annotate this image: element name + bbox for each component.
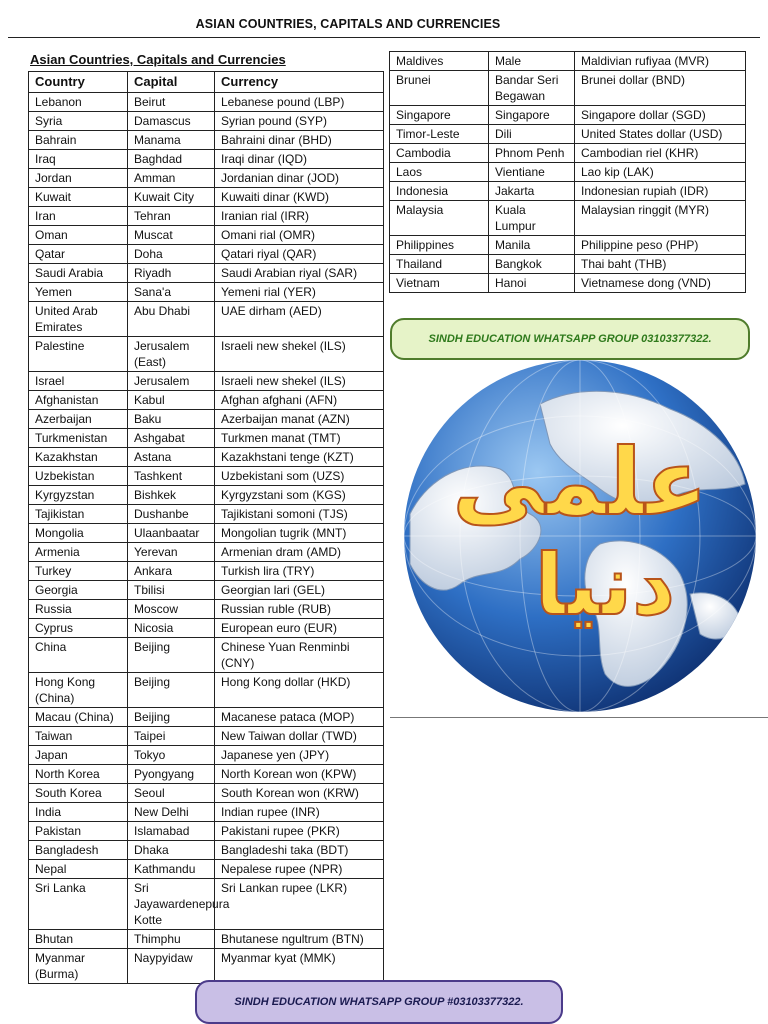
currency-cell: Bahraini dinar (BHD) xyxy=(215,131,384,150)
table-row xyxy=(390,125,746,144)
country-cell: Iraq xyxy=(29,150,128,169)
capital-cell: New Delhi xyxy=(128,803,215,822)
currency-cell: Lao kip (LAK) xyxy=(575,163,746,182)
capital-cell: Kabul xyxy=(128,391,215,410)
capital-cell: Abu Dhabi xyxy=(128,302,215,337)
country-cell: Brunei xyxy=(390,71,489,106)
table-row xyxy=(29,746,384,765)
currency-cell: Pakistani rupee (PKR) xyxy=(215,822,384,841)
logo-divider xyxy=(390,717,768,718)
capital-cell: Ulaanbaatar xyxy=(128,524,215,543)
country-cell: Kuwait xyxy=(29,188,128,207)
capital-cell: Beijing xyxy=(128,638,215,673)
table-row xyxy=(29,879,384,930)
capital-cell: Beijing xyxy=(128,673,215,708)
currency-cell: Turkish lira (TRY) xyxy=(215,562,384,581)
country-cell: Macau (China) xyxy=(29,708,128,727)
country-cell: Sri Lanka xyxy=(29,879,128,930)
capital-cell: Kuala Lumpur xyxy=(489,201,575,236)
capital-cell: Seoul xyxy=(128,784,215,803)
currency-cell: Syrian pound (SYP) xyxy=(215,112,384,131)
country-cell: Singapore xyxy=(390,106,489,125)
country-cell: Cambodia xyxy=(390,144,489,163)
capital-cell: Naypyidaw xyxy=(128,949,215,984)
column-header-country: Country xyxy=(29,72,128,93)
country-cell: Georgia xyxy=(29,581,128,600)
currency-cell: Yemeni rial (YER) xyxy=(215,283,384,302)
table-row xyxy=(390,255,746,274)
capital-cell: Beirut xyxy=(128,93,215,112)
table-row xyxy=(29,245,384,264)
capital-cell: Bishkek xyxy=(128,486,215,505)
country-cell: Uzbekistan xyxy=(29,467,128,486)
table-row xyxy=(29,337,384,372)
currency-cell: Israeli new shekel (ILS) xyxy=(215,372,384,391)
country-cell: Laos xyxy=(390,163,489,182)
table-row xyxy=(390,144,746,163)
capital-cell: Manama xyxy=(128,131,215,150)
currency-cell: Myanmar kyat (MMK) xyxy=(215,949,384,984)
currency-cell: Nepalese rupee (NPR) xyxy=(215,860,384,879)
country-cell: Kazakhstan xyxy=(29,448,128,467)
capital-cell: Islamabad xyxy=(128,822,215,841)
capital-cell: Singapore xyxy=(489,106,575,125)
table-row xyxy=(29,581,384,600)
table-row xyxy=(29,600,384,619)
table-row xyxy=(29,169,384,188)
table-row xyxy=(390,106,746,125)
table-row xyxy=(29,727,384,746)
column-header-currency: Currency xyxy=(215,72,384,93)
currency-cell: Bangladeshi taka (BDT) xyxy=(215,841,384,860)
country-cell: Israel xyxy=(29,372,128,391)
currency-cell: Turkmen manat (TMT) xyxy=(215,429,384,448)
country-cell: Turkey xyxy=(29,562,128,581)
table-row xyxy=(29,302,384,337)
logo-urdu-line-1: علمی xyxy=(452,429,708,536)
currency-cell: Armenian dram (AMD) xyxy=(215,543,384,562)
table-row xyxy=(29,930,384,949)
currency-cell: North Korean won (KPW) xyxy=(215,765,384,784)
country-cell: Mongolia xyxy=(29,524,128,543)
capital-cell: Beijing xyxy=(128,708,215,727)
capital-cell: Hanoi xyxy=(489,274,575,293)
currency-cell: Mongolian tugrik (MNT) xyxy=(215,524,384,543)
currency-cell: Indian rupee (INR) xyxy=(215,803,384,822)
country-cell: Russia xyxy=(29,600,128,619)
currency-cell: Iranian rial (IRR) xyxy=(215,207,384,226)
country-cell: Turkmenistan xyxy=(29,429,128,448)
table-row xyxy=(29,188,384,207)
country-cell: United Arab Emirates xyxy=(29,302,128,337)
country-cell: Pakistan xyxy=(29,822,128,841)
capital-cell: Ankara xyxy=(128,562,215,581)
capital-cell: Baghdad xyxy=(128,150,215,169)
currency-cell: United States dollar (USD) xyxy=(575,125,746,144)
country-cell: Bhutan xyxy=(29,930,128,949)
capital-cell: Tokyo xyxy=(128,746,215,765)
logo-urdu-line-2: دنیا xyxy=(534,536,676,634)
currency-cell: Iraqi dinar (IQD) xyxy=(215,150,384,169)
capital-cell: Damascus xyxy=(128,112,215,131)
capital-cell: Pyongyang xyxy=(128,765,215,784)
country-cell: Iran xyxy=(29,207,128,226)
country-cell: Maldives xyxy=(390,52,489,71)
table-row xyxy=(29,803,384,822)
country-cell: Nepal xyxy=(29,860,128,879)
country-cell: China xyxy=(29,638,128,673)
whatsapp-banner-bottom: SINDH EDUCATION WHATSAPP GROUP #03103377322. xyxy=(195,980,563,1024)
currency-cell: Vietnamese dong (VND) xyxy=(575,274,746,293)
capital-cell: Male xyxy=(489,52,575,71)
currency-cell: Georgian lari (GEL) xyxy=(215,581,384,600)
whatsapp-banner-top: SINDH EDUCATION WHATSAPP GROUP 03103377322. xyxy=(390,318,750,360)
table-row xyxy=(29,673,384,708)
country-cell: Qatar xyxy=(29,245,128,264)
table-heading: Asian Countries, Capitals and Currencies xyxy=(30,52,286,67)
currency-cell: Omani rial (OMR) xyxy=(215,226,384,245)
table-row xyxy=(29,448,384,467)
country-cell: Bangladesh xyxy=(29,841,128,860)
table-row xyxy=(390,71,746,106)
capital-cell: Baku xyxy=(128,410,215,429)
capital-cell: Astana xyxy=(128,448,215,467)
currency-cell: Philippine peso (PHP) xyxy=(575,236,746,255)
table-row xyxy=(29,619,384,638)
column-header-capital: Capital xyxy=(128,72,215,93)
table-row xyxy=(390,182,746,201)
table-row xyxy=(29,822,384,841)
table-row xyxy=(390,236,746,255)
table-row xyxy=(29,708,384,727)
table-row xyxy=(29,391,384,410)
currency-cell: New Taiwan dollar (TWD) xyxy=(215,727,384,746)
currency-cell: Saudi Arabian riyal (SAR) xyxy=(215,264,384,283)
currency-cell: Macanese pataca (MOP) xyxy=(215,708,384,727)
table-row xyxy=(29,264,384,283)
currency-cell: Brunei dollar (BND) xyxy=(575,71,746,106)
capital-cell: Tehran xyxy=(128,207,215,226)
table-row xyxy=(29,486,384,505)
country-cell: Yemen xyxy=(29,283,128,302)
currency-cell: Qatari riyal (QAR) xyxy=(215,245,384,264)
country-cell: Cyprus xyxy=(29,619,128,638)
currency-cell: Jordanian dinar (JOD) xyxy=(215,169,384,188)
countries-table-left xyxy=(28,71,384,984)
country-cell: Thailand xyxy=(390,255,489,274)
countries-table-right xyxy=(389,51,746,293)
table-row xyxy=(29,150,384,169)
capital-cell: Sana'a xyxy=(128,283,215,302)
currency-cell: Lebanese pound (LBP) xyxy=(215,93,384,112)
country-cell: Kyrgyzstan xyxy=(29,486,128,505)
currency-cell: Israeli new shekel (ILS) xyxy=(215,337,384,372)
capital-cell: Kathmandu xyxy=(128,860,215,879)
country-cell: Taiwan xyxy=(29,727,128,746)
capital-cell: Manila xyxy=(489,236,575,255)
country-cell: Tajikistan xyxy=(29,505,128,524)
country-cell: Hong Kong (China) xyxy=(29,673,128,708)
capital-cell: Dhaka xyxy=(128,841,215,860)
country-cell: Vietnam xyxy=(390,274,489,293)
currency-cell: South Korean won (KRW) xyxy=(215,784,384,803)
currency-cell: Russian ruble (RUB) xyxy=(215,600,384,619)
country-cell: North Korea xyxy=(29,765,128,784)
capital-cell: Thimphu xyxy=(128,930,215,949)
table-row xyxy=(29,860,384,879)
country-cell: Palestine xyxy=(29,337,128,372)
table-row xyxy=(29,638,384,673)
table-row xyxy=(29,131,384,150)
currency-cell: Chinese Yuan Renminbi (CNY) xyxy=(215,638,384,673)
currency-cell: Kyrgyzstani som (KGS) xyxy=(215,486,384,505)
currency-cell: UAE dirham (AED) xyxy=(215,302,384,337)
table-row xyxy=(29,467,384,486)
country-cell: Armenia xyxy=(29,543,128,562)
currency-cell: Hong Kong dollar (HKD) xyxy=(215,673,384,708)
table-row xyxy=(390,52,746,71)
table-row xyxy=(29,765,384,784)
currency-cell: Sri Lankan rupee (LKR) xyxy=(215,879,384,930)
currency-cell: Maldivian rufiyaa (MVR) xyxy=(575,52,746,71)
country-cell: Oman xyxy=(29,226,128,245)
title-divider xyxy=(8,37,760,38)
capital-cell: Riyadh xyxy=(128,264,215,283)
table-row xyxy=(29,283,384,302)
country-cell: Philippines xyxy=(390,236,489,255)
capital-cell: Tbilisi xyxy=(128,581,215,600)
capital-cell: Jerusalem xyxy=(128,372,215,391)
country-cell: Afghanistan xyxy=(29,391,128,410)
capital-cell: Dili xyxy=(489,125,575,144)
currency-cell: Cambodian riel (KHR) xyxy=(575,144,746,163)
country-cell: South Korea xyxy=(29,784,128,803)
table-row xyxy=(29,784,384,803)
table-row xyxy=(29,112,384,131)
capital-cell: Muscat xyxy=(128,226,215,245)
capital-cell: Dushanbe xyxy=(128,505,215,524)
capital-cell: Phnom Penh xyxy=(489,144,575,163)
country-cell: Azerbaijan xyxy=(29,410,128,429)
table-row xyxy=(29,949,384,984)
capital-cell: Kuwait City xyxy=(128,188,215,207)
currency-cell: European euro (EUR) xyxy=(215,619,384,638)
table-row xyxy=(29,372,384,391)
table-row xyxy=(29,93,384,112)
currency-cell: Kazakhstani tenge (KZT) xyxy=(215,448,384,467)
capital-cell: Doha xyxy=(128,245,215,264)
table-row xyxy=(29,543,384,562)
country-cell: Jordan xyxy=(29,169,128,188)
capital-cell: Tashkent xyxy=(128,467,215,486)
table-row xyxy=(29,841,384,860)
currency-cell: Tajikistani somoni (TJS) xyxy=(215,505,384,524)
currency-cell: Bhutanese ngultrum (BTN) xyxy=(215,930,384,949)
table-row xyxy=(390,201,746,236)
capital-cell: Ashgabat xyxy=(128,429,215,448)
currency-cell: Kuwaiti dinar (KWD) xyxy=(215,188,384,207)
table-row xyxy=(390,163,746,182)
country-cell: Malaysia xyxy=(390,201,489,236)
capital-cell: Yerevan xyxy=(128,543,215,562)
table-row xyxy=(29,562,384,581)
capital-cell: Vientiane xyxy=(489,163,575,182)
capital-cell: Nicosia xyxy=(128,619,215,638)
capital-cell: Amman xyxy=(128,169,215,188)
capital-cell: Jerusalem (East) xyxy=(128,337,215,372)
globe-icon xyxy=(390,364,768,716)
country-cell: Lebanon xyxy=(29,93,128,112)
table-row xyxy=(29,410,384,429)
currency-cell: Singapore dollar (SGD) xyxy=(575,106,746,125)
country-cell: Timor-Leste xyxy=(390,125,489,144)
table-row xyxy=(29,226,384,245)
page-title: ASIAN COUNTRIES, CAPITALS AND CURRENCIES xyxy=(195,17,501,31)
capital-cell: Bangkok xyxy=(489,255,575,274)
capital-cell: Taipei xyxy=(128,727,215,746)
table-row xyxy=(29,207,384,226)
table-header-row xyxy=(29,72,384,93)
country-cell: Saudi Arabia xyxy=(29,264,128,283)
capital-cell: Sri Jayawardenepura Kotte xyxy=(128,879,215,930)
currency-cell: Uzbekistani som (UZS) xyxy=(215,467,384,486)
currency-cell: Malaysian ringgit (MYR) xyxy=(575,201,746,236)
country-cell: Indonesia xyxy=(390,182,489,201)
country-cell: India xyxy=(29,803,128,822)
table-row xyxy=(29,524,384,543)
country-cell: Bahrain xyxy=(29,131,128,150)
country-cell: Myanmar (Burma) xyxy=(29,949,128,984)
currency-cell: Azerbaijan manat (AZN) xyxy=(215,410,384,429)
currency-cell: Indonesian rupiah (IDR) xyxy=(575,182,746,201)
currency-cell: Japanese yen (JPY) xyxy=(215,746,384,765)
capital-cell: Jakarta xyxy=(489,182,575,201)
currency-cell: Thai baht (THB) xyxy=(575,255,746,274)
capital-cell: Bandar Seri Begawan xyxy=(489,71,575,106)
logo-image xyxy=(390,364,768,716)
capital-cell: Moscow xyxy=(128,600,215,619)
country-cell: Syria xyxy=(29,112,128,131)
currency-cell: Afghan afghani (AFN) xyxy=(215,391,384,410)
table-row xyxy=(29,505,384,524)
table-row xyxy=(29,429,384,448)
country-cell: Japan xyxy=(29,746,128,765)
table-row xyxy=(390,274,746,293)
